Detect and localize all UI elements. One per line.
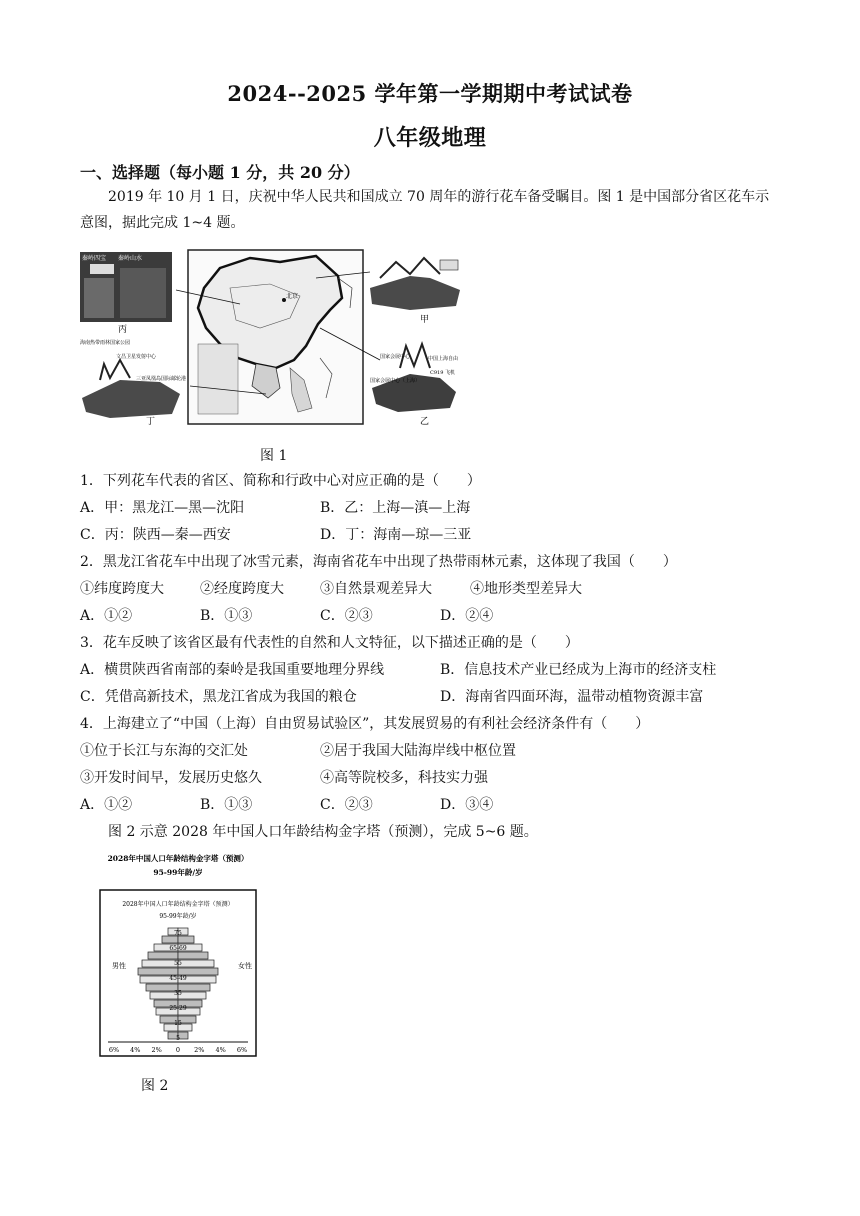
q4-statement-3: ③开发时间早，发展历史悠久 [80, 770, 262, 786]
q1-option-a[interactable]: A．甲：黑龙江—黑—沈阳 [80, 500, 245, 516]
pyramid-age-label: 45-49 [169, 975, 187, 982]
bing-title-label: 秦岭四宝 [82, 255, 107, 262]
section-heading: 一、选择题（每小题 1 分，共 20 分） [80, 163, 360, 182]
yi-c-label: C919 飞机 [430, 370, 455, 376]
q2-option-a[interactable]: A．①② [80, 608, 133, 624]
q4-stem: 4．上海建立了“中国（上海）自由贸易试验区”，其发展贸易的有利社会经济条件有（ ） [80, 716, 650, 732]
male-label: 男性 [112, 962, 126, 970]
pyramid-age-label: 5 [176, 1035, 180, 1042]
photo-bing-icon [80, 252, 172, 322]
q4-option-d[interactable]: D．③④ [440, 797, 494, 813]
figure-2-intro: 图 2 示意 2028 年中国人口年龄结构金字塔（预测），完成 5~6 题。 [108, 824, 538, 840]
pyramid-outer-subtitle: 95-99年龄/岁 [153, 868, 203, 877]
pyramid-x-tick: 2% [194, 1046, 205, 1054]
pyramid-bar-r [178, 984, 210, 991]
q4-statement-4: ④高等院校多，科技实力强 [320, 770, 488, 786]
population-pyramid-graphic [80, 850, 276, 1062]
pyramid-bar-r [178, 952, 208, 959]
section-intro: 2019 年 10 月 1 日，庆祝中华人民共和国成立 70 周年的游行花车备受瞩目。图 1 是中国部分省区花车示意图，据此完成 1~4 题。 [80, 189, 770, 231]
pyramid-bar-l [138, 968, 178, 975]
pyramid-age-label: 15 [174, 1020, 182, 1027]
pyramid-x-tick: 2% [151, 1046, 162, 1054]
yi-a-label: 国家会展中心 [380, 354, 411, 360]
q2-option-c[interactable]: C．②③ [320, 608, 373, 624]
exam-title: 2024--2025 学年第一学期期中考试试卷 [227, 81, 633, 106]
q2-statement-2: ②经度跨度大 [200, 581, 284, 597]
yi-b-label: 中国上海自由 [428, 356, 459, 362]
float-jia-icon [370, 258, 460, 310]
pyramid-bar-r [178, 992, 206, 999]
ding-label: 丁 [146, 417, 156, 427]
female-label: 女性 [238, 962, 252, 970]
map-china-icon [176, 250, 380, 424]
pyramid-x-tick: 4% [215, 1046, 226, 1054]
q1-option-d[interactable]: D．丁：海南—琼—三亚 [320, 527, 472, 543]
float-ding-icon [80, 339, 186, 418]
yi-label: 乙 [420, 417, 430, 427]
pyramid-age-label: 55 [174, 960, 182, 967]
pyramid-x-tick: 0 [175, 1046, 181, 1054]
ding-c-label: 三亚凤凰岛国际邮轮港 [136, 376, 187, 382]
q4-statement-2: ②居于我国大陆海岸线中枢位置 [320, 743, 516, 759]
pyramid-age-label: 35 [174, 990, 182, 997]
q2-statement-3: ③自然景观差异大 [320, 581, 432, 597]
pyramid-inner-title: 2028年中国人口年龄结构金字塔（预测） [122, 901, 234, 908]
pyramid-bar-r [178, 936, 194, 943]
ding-b-label: 文昌卫星发射中心 [116, 354, 157, 360]
figure-1-caption: 图 1 [260, 448, 288, 464]
pyramid-bar-l [148, 952, 178, 959]
figure-2-caption: 图 2 [141, 1078, 169, 1094]
q3-stem: 3．花车反映了该省区最有代表性的自然和人文特征，以下描述正确的是（ ） [80, 635, 579, 651]
bing-label: 丙 [118, 325, 128, 335]
figure-1 [80, 248, 468, 430]
pyramid-age-label: 75 [174, 930, 182, 937]
q2-option-d[interactable]: D．②④ [440, 608, 494, 624]
q4-option-a[interactable]: A．①② [80, 797, 133, 813]
q4-option-b[interactable]: B．①③ [200, 797, 253, 813]
q1-stem: 1．下列花车代表的省区、简称和行政中心对应正确的是（ ） [80, 473, 481, 489]
exam-subtitle: 八年级地理 [373, 125, 487, 151]
pyramid-bar-r [178, 968, 218, 975]
q1-option-b[interactable]: B．乙：上海—滇—上海 [320, 500, 471, 516]
ding-a-label: 海南热带雨林国家公园 [80, 340, 131, 346]
figure-2 [80, 850, 276, 1062]
q1-option-c[interactable]: C．丙：陕西—秦—西安 [80, 527, 231, 543]
pyramid-x-tick: 4% [130, 1046, 141, 1054]
q3-option-d[interactable]: D．海南省四面环海，温带动植物资源丰富 [440, 689, 704, 705]
jia-label: 甲 [420, 315, 430, 325]
q3-option-b[interactable]: B．信息技术产业已经成为上海市的经济支柱 [440, 662, 717, 678]
pyramid-age-label: 25-29 [169, 1005, 187, 1012]
pyramid-age-label: 65-69 [169, 945, 187, 952]
q3-option-c[interactable]: C．凭借高新技术，黑龙江省成为我国的粮仓 [80, 689, 357, 705]
pyramid-x-tick: 6% [236, 1046, 248, 1054]
pyramid-bar-l [162, 936, 178, 943]
q4-statement-1: ①位于长江与东海的交汇处 [80, 743, 248, 759]
q4-option-c[interactable]: C．②③ [320, 797, 373, 813]
q3-option-a[interactable]: A．横贯陕西省南部的秦岭是我国重要地理分界线 [80, 662, 385, 678]
pyramid-inner-subtitle: 95-99年龄/岁 [159, 913, 197, 920]
q2-statement-4: ④地形类型差异大 [470, 581, 582, 597]
bing-sub-label: 秦岭山水 [118, 255, 143, 262]
float-yi-icon [370, 344, 458, 412]
pyramid-x-tick: 6% [108, 1046, 120, 1054]
q2-option-b[interactable]: B．①③ [200, 608, 253, 624]
q2-stem: 2．黑龙江省花车中出现了冰雪元素，海南省花车中出现了热带雨林元素，这体现了我国（ ） [80, 554, 677, 570]
pyramid-outer-title: 2028年中国人口年龄结构金字塔（预测） [107, 854, 249, 863]
pyramid-bar-r [178, 960, 214, 967]
figure-1-graphic [80, 248, 468, 430]
yi-d-label: 国家会展中心（上海） [370, 378, 421, 384]
q2-statement-1: ①纬度跨度大 [80, 581, 164, 597]
beijing-label: 北京 [286, 293, 299, 300]
pyramid-bar-l [142, 960, 178, 967]
